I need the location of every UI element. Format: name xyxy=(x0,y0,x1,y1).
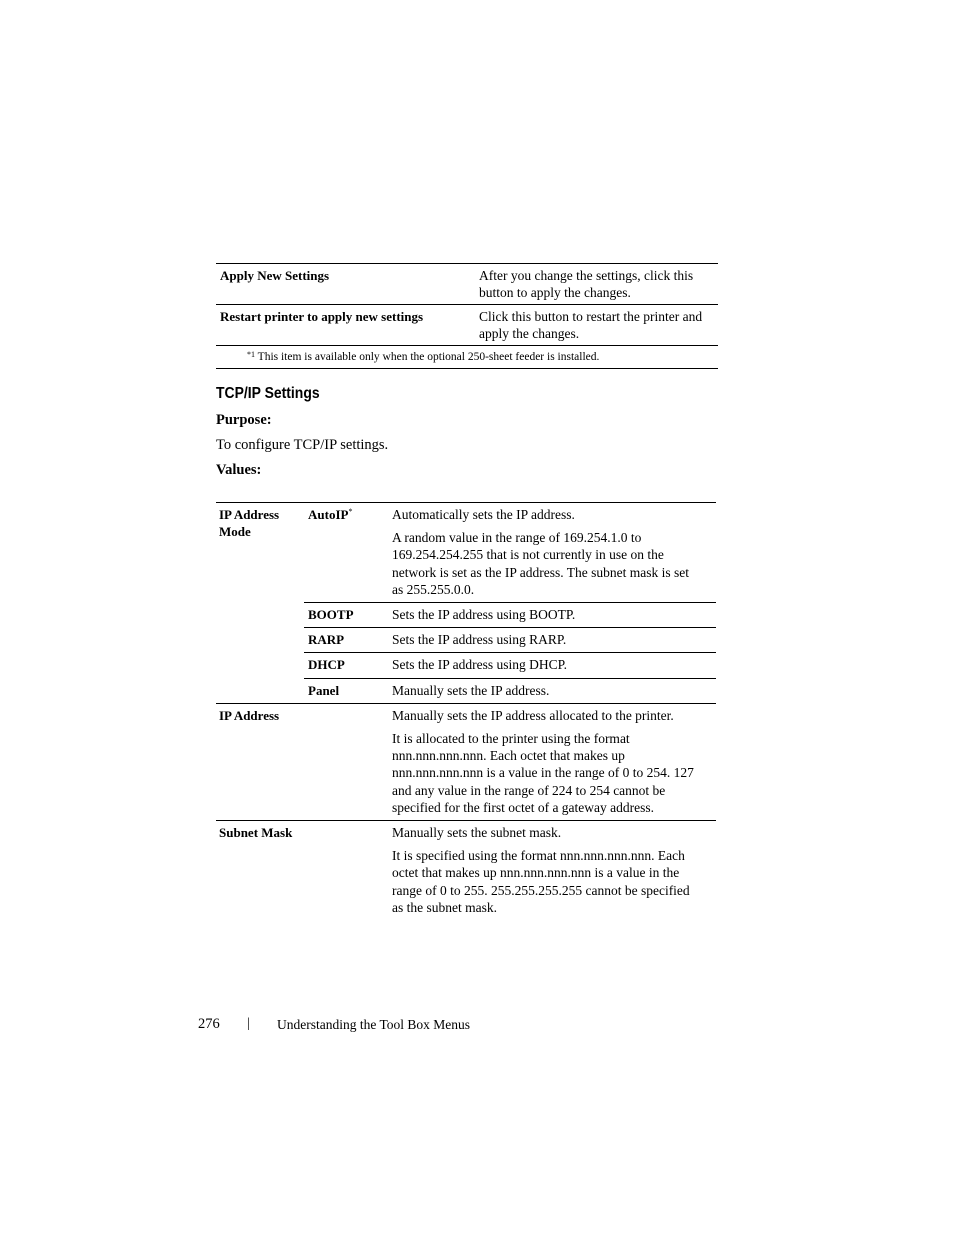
group-name xyxy=(216,503,304,703)
description-line: network is set as the IP address. The subnet mask is set xyxy=(392,564,689,580)
option-description xyxy=(392,503,716,602)
values-label: Values: xyxy=(216,462,262,478)
option-footnote-marker: * xyxy=(348,507,353,516)
option-description xyxy=(392,704,716,820)
option-row-subnet-mask xyxy=(304,821,716,920)
description-paragraph: Automatically sets the IP address. xyxy=(392,507,575,522)
description-paragraph: Manually sets the IP address allocated to the printer. xyxy=(392,707,674,723)
table-footnote xyxy=(216,346,718,369)
footer-separator: | xyxy=(247,1016,250,1031)
ip-address-mode-group xyxy=(216,503,716,704)
ip-address-group xyxy=(216,704,716,821)
purpose-text: To configure TCP/IP settings. xyxy=(216,437,389,453)
row-name: Apply New Settings xyxy=(220,268,330,283)
description-line: After you change the settings, click this xyxy=(479,268,694,283)
description-paragraph xyxy=(392,847,712,916)
option-row-dhcp xyxy=(304,653,716,678)
group-name: Subnet Mask xyxy=(219,825,293,841)
description-line: as the subnet mask. xyxy=(392,899,497,915)
option-description: Sets the IP address using BOOTP. xyxy=(392,607,576,623)
option-row-panel xyxy=(304,679,716,703)
description-line: 169.254.254.255 that is not currently in use on the xyxy=(392,547,664,563)
option-description: Manually sets the IP address. xyxy=(392,682,550,698)
option-row-rarp xyxy=(304,628,716,653)
row-description xyxy=(476,308,715,342)
table-row xyxy=(216,305,718,346)
description-line: and any value in the range of 224 to 254 cannot be xyxy=(392,782,666,798)
option-name-text: AutoIP xyxy=(308,507,349,522)
description-line: nnn.nnn.nnn.nnn. Each octet that makes up xyxy=(392,748,625,764)
description-line: specified for the first octet of a gateway address. xyxy=(392,799,655,815)
subnet-mask-group xyxy=(216,821,716,920)
group-options xyxy=(304,704,716,820)
group-name-line: IP Address xyxy=(219,507,280,522)
description-paragraph: Manually sets the subnet mask. xyxy=(392,825,562,841)
tcpip-values-table xyxy=(216,502,716,920)
footnote-marker: *1 xyxy=(247,350,255,359)
description-paragraph xyxy=(392,529,712,598)
option-description xyxy=(392,821,716,920)
option-row-bootp xyxy=(304,603,716,628)
section-title: TCP/IP Settings xyxy=(216,385,320,402)
option-name: BOOTP xyxy=(308,607,354,623)
option-row-autoip xyxy=(304,503,716,603)
description-line: as 255.255.0.0. xyxy=(392,581,475,597)
option-name: DHCP xyxy=(308,657,345,673)
option-name-empty xyxy=(304,821,392,920)
settings-actions-table xyxy=(216,263,718,369)
group-name: IP Address xyxy=(219,707,280,723)
option-description: Sets the IP address using DHCP. xyxy=(392,657,568,673)
description-line: range of 0 to 255. 255.255.255.255 cannot be specified xyxy=(392,882,690,898)
option-name: RARP xyxy=(308,632,345,648)
option-name: Panel xyxy=(308,682,340,698)
description-line: Click this button to restart the printer and xyxy=(479,309,703,324)
description-line: octet that makes up nnn.nnn.nnn.nnn is a value in the xyxy=(392,865,680,881)
page-number: 276 xyxy=(198,1016,220,1032)
group-name-line: Mode xyxy=(219,524,251,539)
footnote-text: This item is available only when the optional 250-sheet feeder is installed. xyxy=(257,351,600,363)
description-line: button to apply the changes. xyxy=(479,285,631,300)
option-name xyxy=(304,503,392,602)
description-line: A random value in the range of 169.254.1.0 to xyxy=(392,530,642,546)
option-description: Sets the IP address using RARP. xyxy=(392,632,567,648)
purpose-label: Purpose: xyxy=(216,412,272,428)
option-name-empty xyxy=(304,704,392,820)
footer-chapter-title: Understanding the Tool Box Menus xyxy=(277,1017,471,1032)
description-paragraph xyxy=(392,730,712,816)
description-line: nnn.nnn.nnn.nnn is a value in the range of 0 to 254. 127 xyxy=(392,765,694,781)
row-description xyxy=(476,267,715,301)
row-name: Restart printer to apply new settings xyxy=(220,309,424,324)
description-line: It is specified using the format nnn.nnn.nnn.nnn. Each xyxy=(392,848,685,864)
group-options xyxy=(304,821,716,920)
option-row-ip-address xyxy=(304,704,716,820)
group-options xyxy=(304,503,716,703)
description-line: apply the changes. xyxy=(479,326,580,341)
description-line: It is allocated to the printer using the format xyxy=(392,731,630,747)
table-row xyxy=(216,264,718,305)
